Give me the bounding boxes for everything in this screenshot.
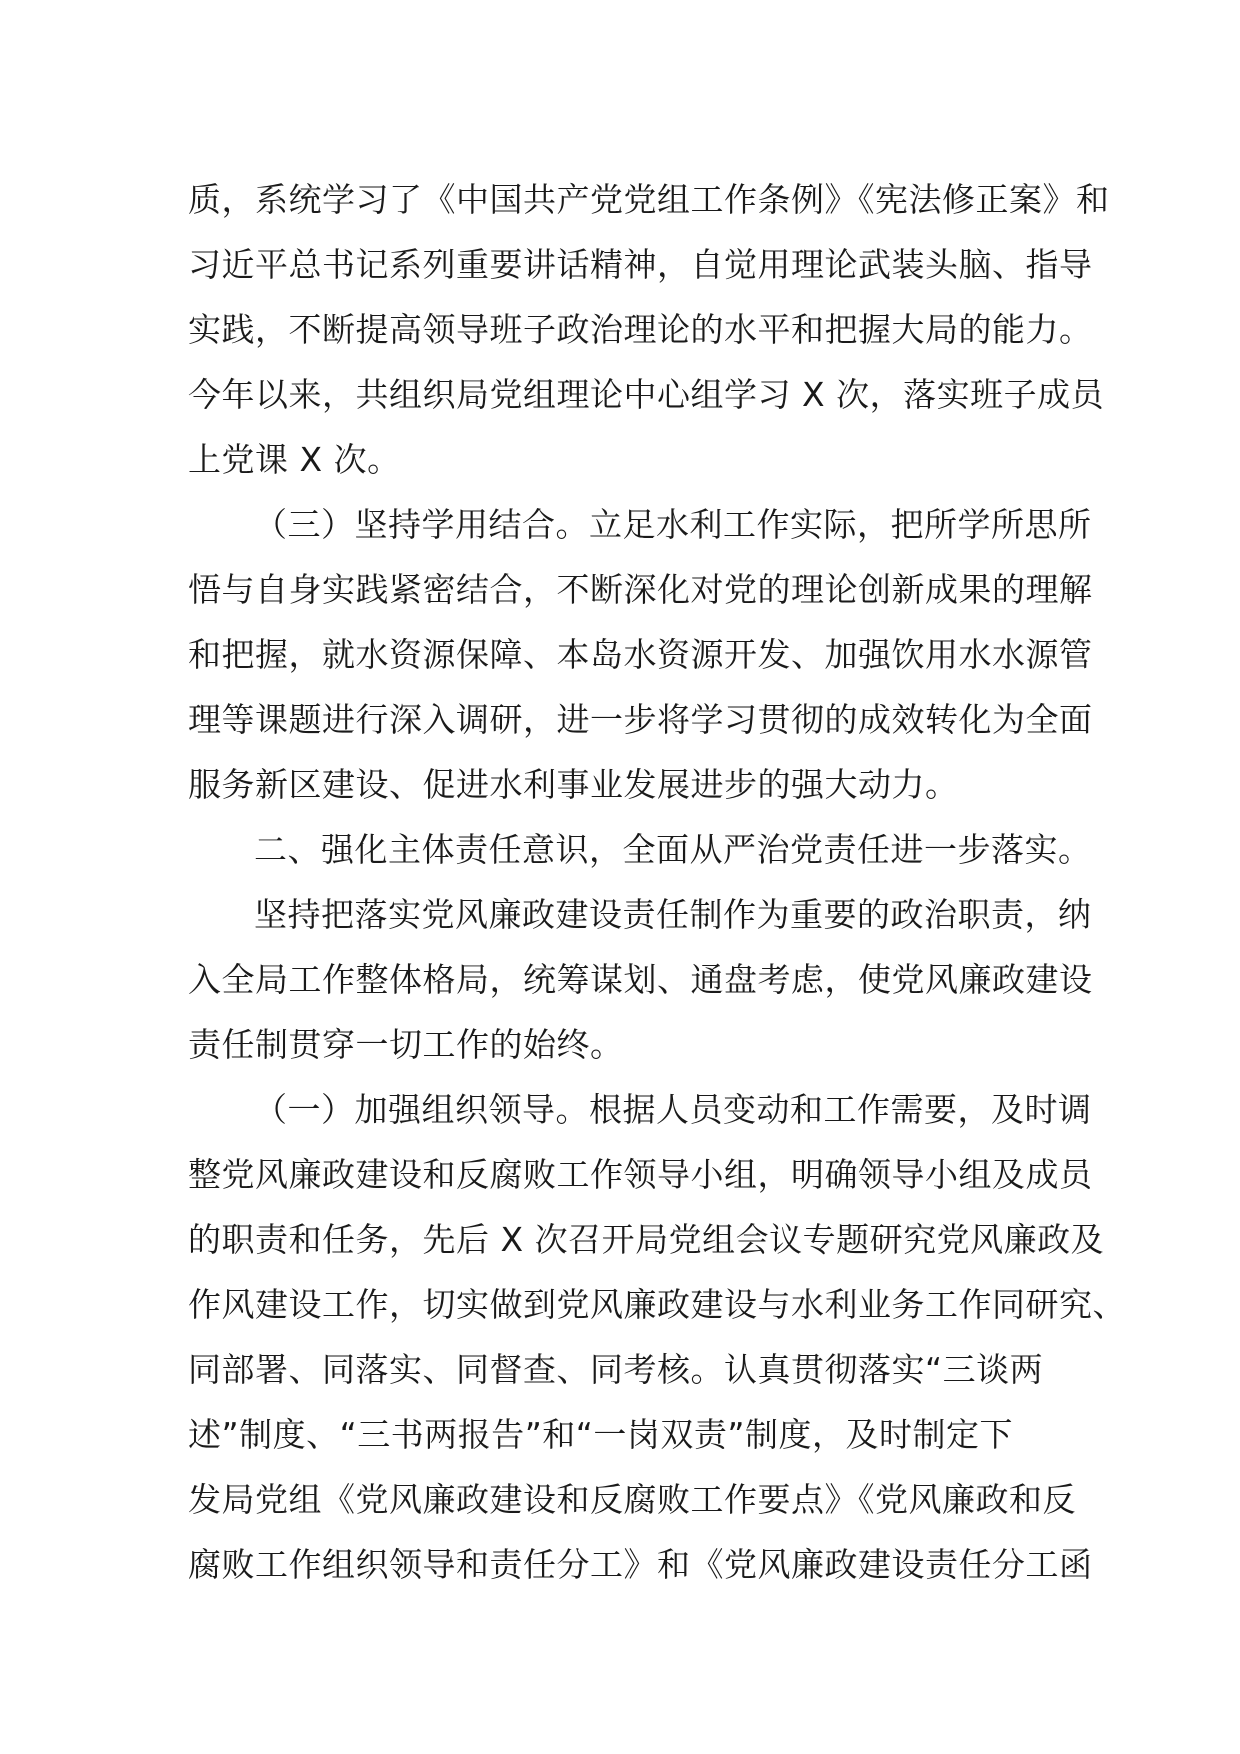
text-line: 上党课 X 次。 — [188, 440, 401, 479]
paragraph-start-line: （三）坚持学用结合。立足水利工作实际，把所学所思所 — [254, 505, 1092, 544]
text-line: 今年以来，共组织局党组理论中心组学习 X 次，落实班子成员 — [188, 375, 1105, 414]
text-line: 同部署、同落实、同督查、同考核。认真贯彻落实“三谈两 — [188, 1350, 1044, 1389]
text-line: 实践，不断提高领导班子政治理论的水平和把握大局的能力。 — [188, 310, 1093, 349]
text-line: 入全局工作整体格局，统筹谋划、通盘考虑，使党风廉政建设 — [188, 960, 1093, 999]
paragraph-start-line: （一）加强组织领导。根据人员变动和工作需要，及时调 — [254, 1090, 1092, 1129]
text-line: 服务新区建设、促进水利事业发展进步的强大动力。 — [188, 765, 959, 804]
section-heading: 二、强化主体责任意识，全面从严治党责任进一步落实。 — [254, 830, 1092, 869]
text-line: 整党风廉政建设和反腐败工作领导小组，明确领导小组及成员 — [188, 1155, 1093, 1194]
text-line: 述”制度、“三书两报告”和“一岗双责”制度，及时制定下 — [188, 1415, 1013, 1454]
text-line: 腐败工作组织领导和责任分工》和《党风廉政建设责任分工函 — [188, 1545, 1093, 1584]
text-line: 理等课题进行深入调研，进一步将学习贯彻的成效转化为全面 — [188, 700, 1093, 739]
text-line: 的职责和任务，先后 X 次召开局党组会议专题研究党风廉政及 — [188, 1220, 1105, 1259]
text-line: 质，系统学习了《中国共产党党组工作条例》《宪法修正案》和 — [188, 180, 1110, 219]
document-page — [188, 172, 1126, 1602]
text-line: 习近平总书记系列重要讲话精神，自觉用理论武装头脑、指导 — [188, 245, 1093, 284]
text-line: 和把握，就水资源保障、本岛水资源开发、加强饮用水水源管 — [188, 635, 1093, 674]
text-line: 作风建设工作，切实做到党风廉政建设与水利业务工作同研究、 — [188, 1285, 1126, 1324]
paragraph-start-line: 坚持把落实党风廉政建设责任制作为重要的政治职责，纳 — [254, 895, 1092, 934]
text-line: 发局党组《党风廉政建设和反腐败工作要点》《党风廉政和反 — [188, 1480, 1076, 1519]
text-line: 悟与自身实践紧密结合，不断深化对党的理论创新成果的理解 — [188, 570, 1093, 609]
text-line: 责任制贯穿一切工作的始终。 — [188, 1025, 624, 1064]
